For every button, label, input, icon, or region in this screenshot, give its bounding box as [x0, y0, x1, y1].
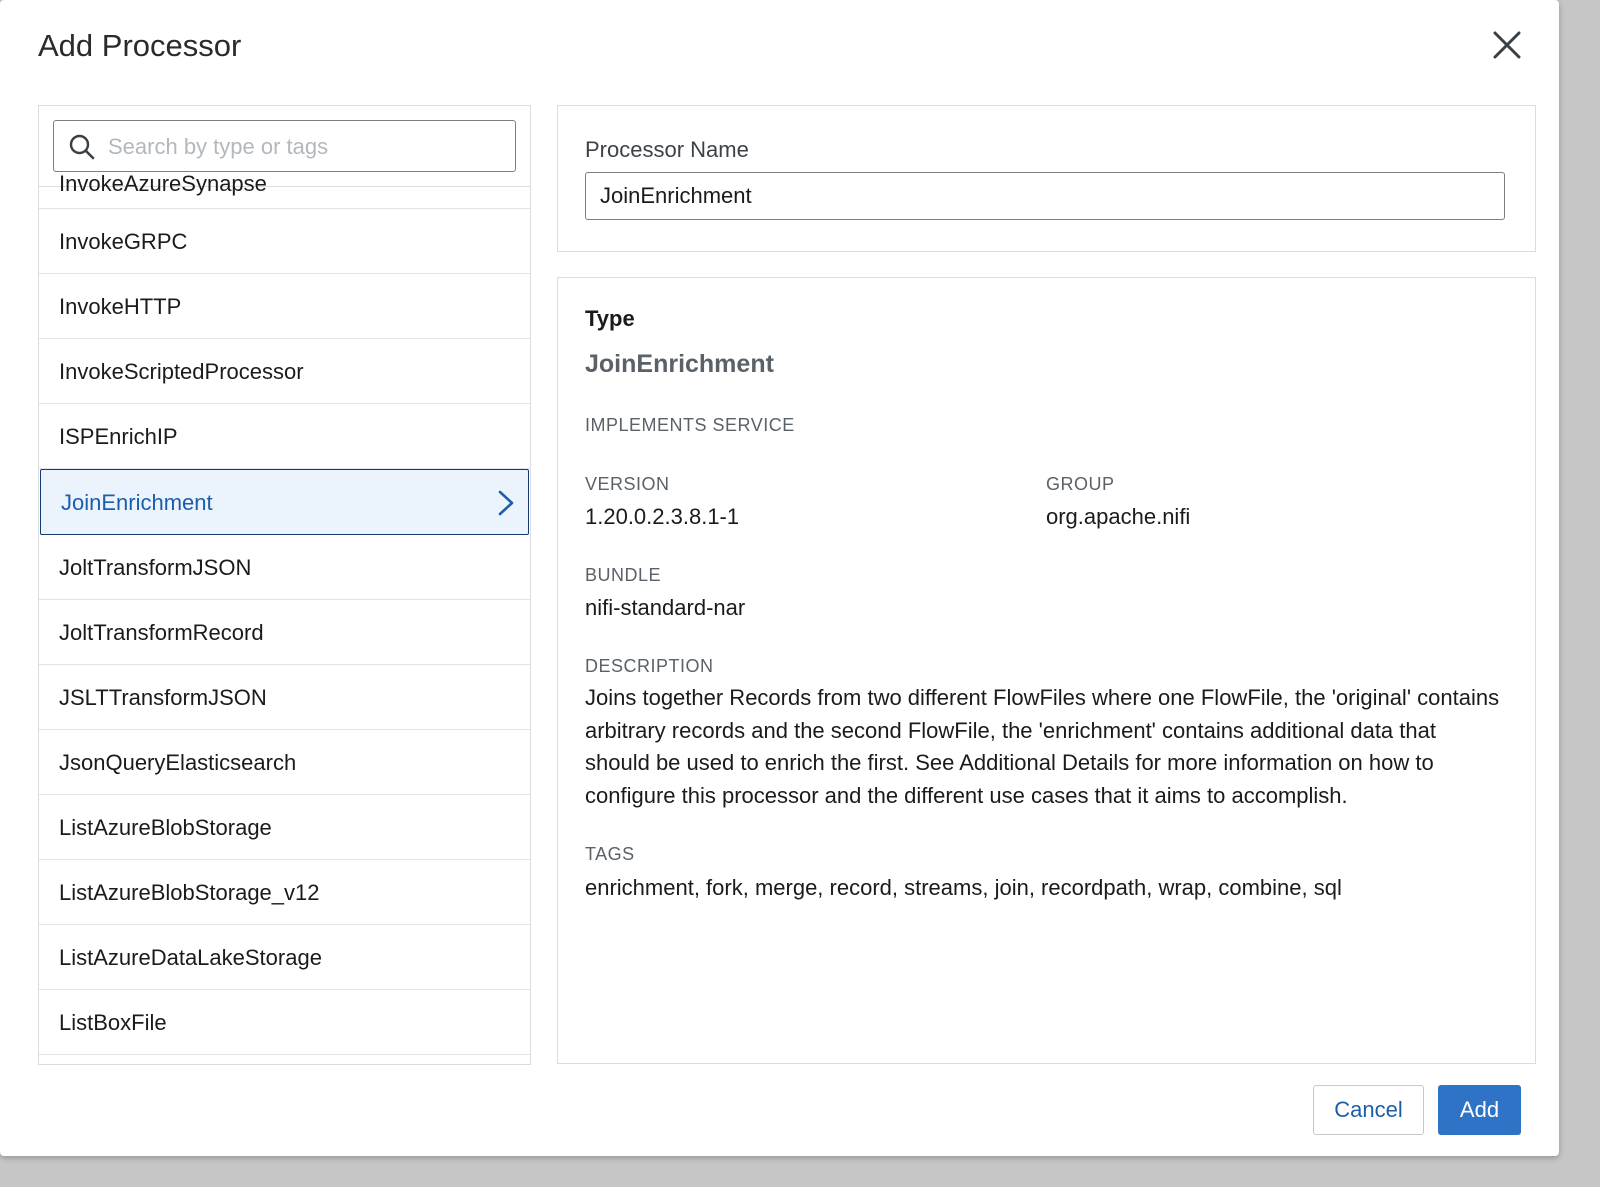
processor-list[interactable]: [39, 171, 530, 1064]
implements-service-label: IMPLEMENTS SERVICE: [585, 415, 795, 435]
list-item[interactable]: [39, 209, 530, 274]
list-item-label: JsonQueryElasticsearch: [59, 750, 297, 775]
version-label: VERSION: [585, 474, 670, 494]
list-item-label: InvokeHTTP: [59, 294, 182, 319]
search-icon: [68, 133, 96, 161]
list-item-label: ISPEnrichIP: [59, 424, 178, 449]
list-item-label: ListAzureBlobStorage: [59, 815, 272, 840]
list-item-partial[interactable]: [39, 171, 530, 209]
list-item-label: InvokeAzureSynapse: [59, 171, 267, 196]
list-item-label: JoinEnrichment: [61, 490, 213, 515]
list-item[interactable]: [39, 990, 530, 1055]
tags-label: TAGS: [585, 844, 635, 864]
list-item-label: InvokeScriptedProcessor: [59, 359, 304, 384]
list-item[interactable]: [39, 730, 530, 795]
list-item-label: JoltTransformJSON: [59, 555, 252, 580]
tags-value: enrichment, fork, merge, record, streams, join, recordpath, wrap, combine, sql: [585, 875, 1342, 900]
processor-name-label: Processor Name: [585, 137, 749, 162]
list-item-label: InvokeGRPC: [59, 229, 188, 254]
group-label: GROUP: [1046, 474, 1115, 494]
version-value: 1.20.0.2.3.8.1-1: [585, 504, 740, 529]
list-item-label: JSLTTransformJSON: [59, 685, 267, 710]
search-input[interactable]: [106, 129, 510, 165]
list-item[interactable]: [39, 665, 530, 730]
bundle-value: nifi-standard-nar: [585, 595, 746, 620]
processor-details-panel: [557, 277, 1536, 1064]
list-item-label: ListBoxFile: [59, 1010, 167, 1035]
list-item[interactable]: [39, 274, 530, 339]
type-value: JoinEnrichment: [585, 350, 774, 378]
list-item[interactable]: [39, 925, 530, 990]
close-button[interactable]: [1486, 26, 1526, 66]
add-button[interactable]: Add: [1438, 1085, 1521, 1135]
close-icon: [1486, 26, 1526, 66]
list-item-label: ListAzureDataLakeStorage: [59, 945, 322, 970]
description-label: DESCRIPTION: [585, 656, 714, 676]
bundle-label: BUNDLE: [585, 565, 662, 585]
search-box[interactable]: [53, 120, 516, 172]
list-item[interactable]: [39, 795, 530, 860]
list-item-label: ListAzureBlobStorage_v12: [59, 880, 320, 905]
list-item[interactable]: [39, 860, 530, 925]
list-item[interactable]: [39, 339, 530, 404]
description-value: Joins together Records from two different FlowFiles where one FlowFile, the 'original' contains arbitrary records and the second FlowFile, the 'enrichment' contains additional data that should be used to enrich the first. See Additional Details for more information on how to configure this processor and the different use cases that it aims to accomplish.: [585, 685, 1500, 808]
type-heading: Type: [585, 306, 635, 331]
processor-name-panel: [557, 105, 1536, 252]
chevron-right-icon: [494, 489, 518, 517]
list-item[interactable]: [39, 404, 530, 469]
group-value: org.apache.nifi: [1046, 504, 1191, 529]
list-item[interactable]: [40, 469, 529, 535]
processor-name-input[interactable]: [585, 172, 1505, 220]
list-item[interactable]: [39, 600, 530, 665]
processor-type-list-panel: [38, 105, 531, 1065]
cancel-button[interactable]: Cancel: [1313, 1085, 1424, 1135]
list-item-label: JoltTransformRecord: [59, 620, 264, 645]
dialog-title: Add Processor: [38, 28, 242, 63]
list-item[interactable]: [39, 535, 530, 600]
